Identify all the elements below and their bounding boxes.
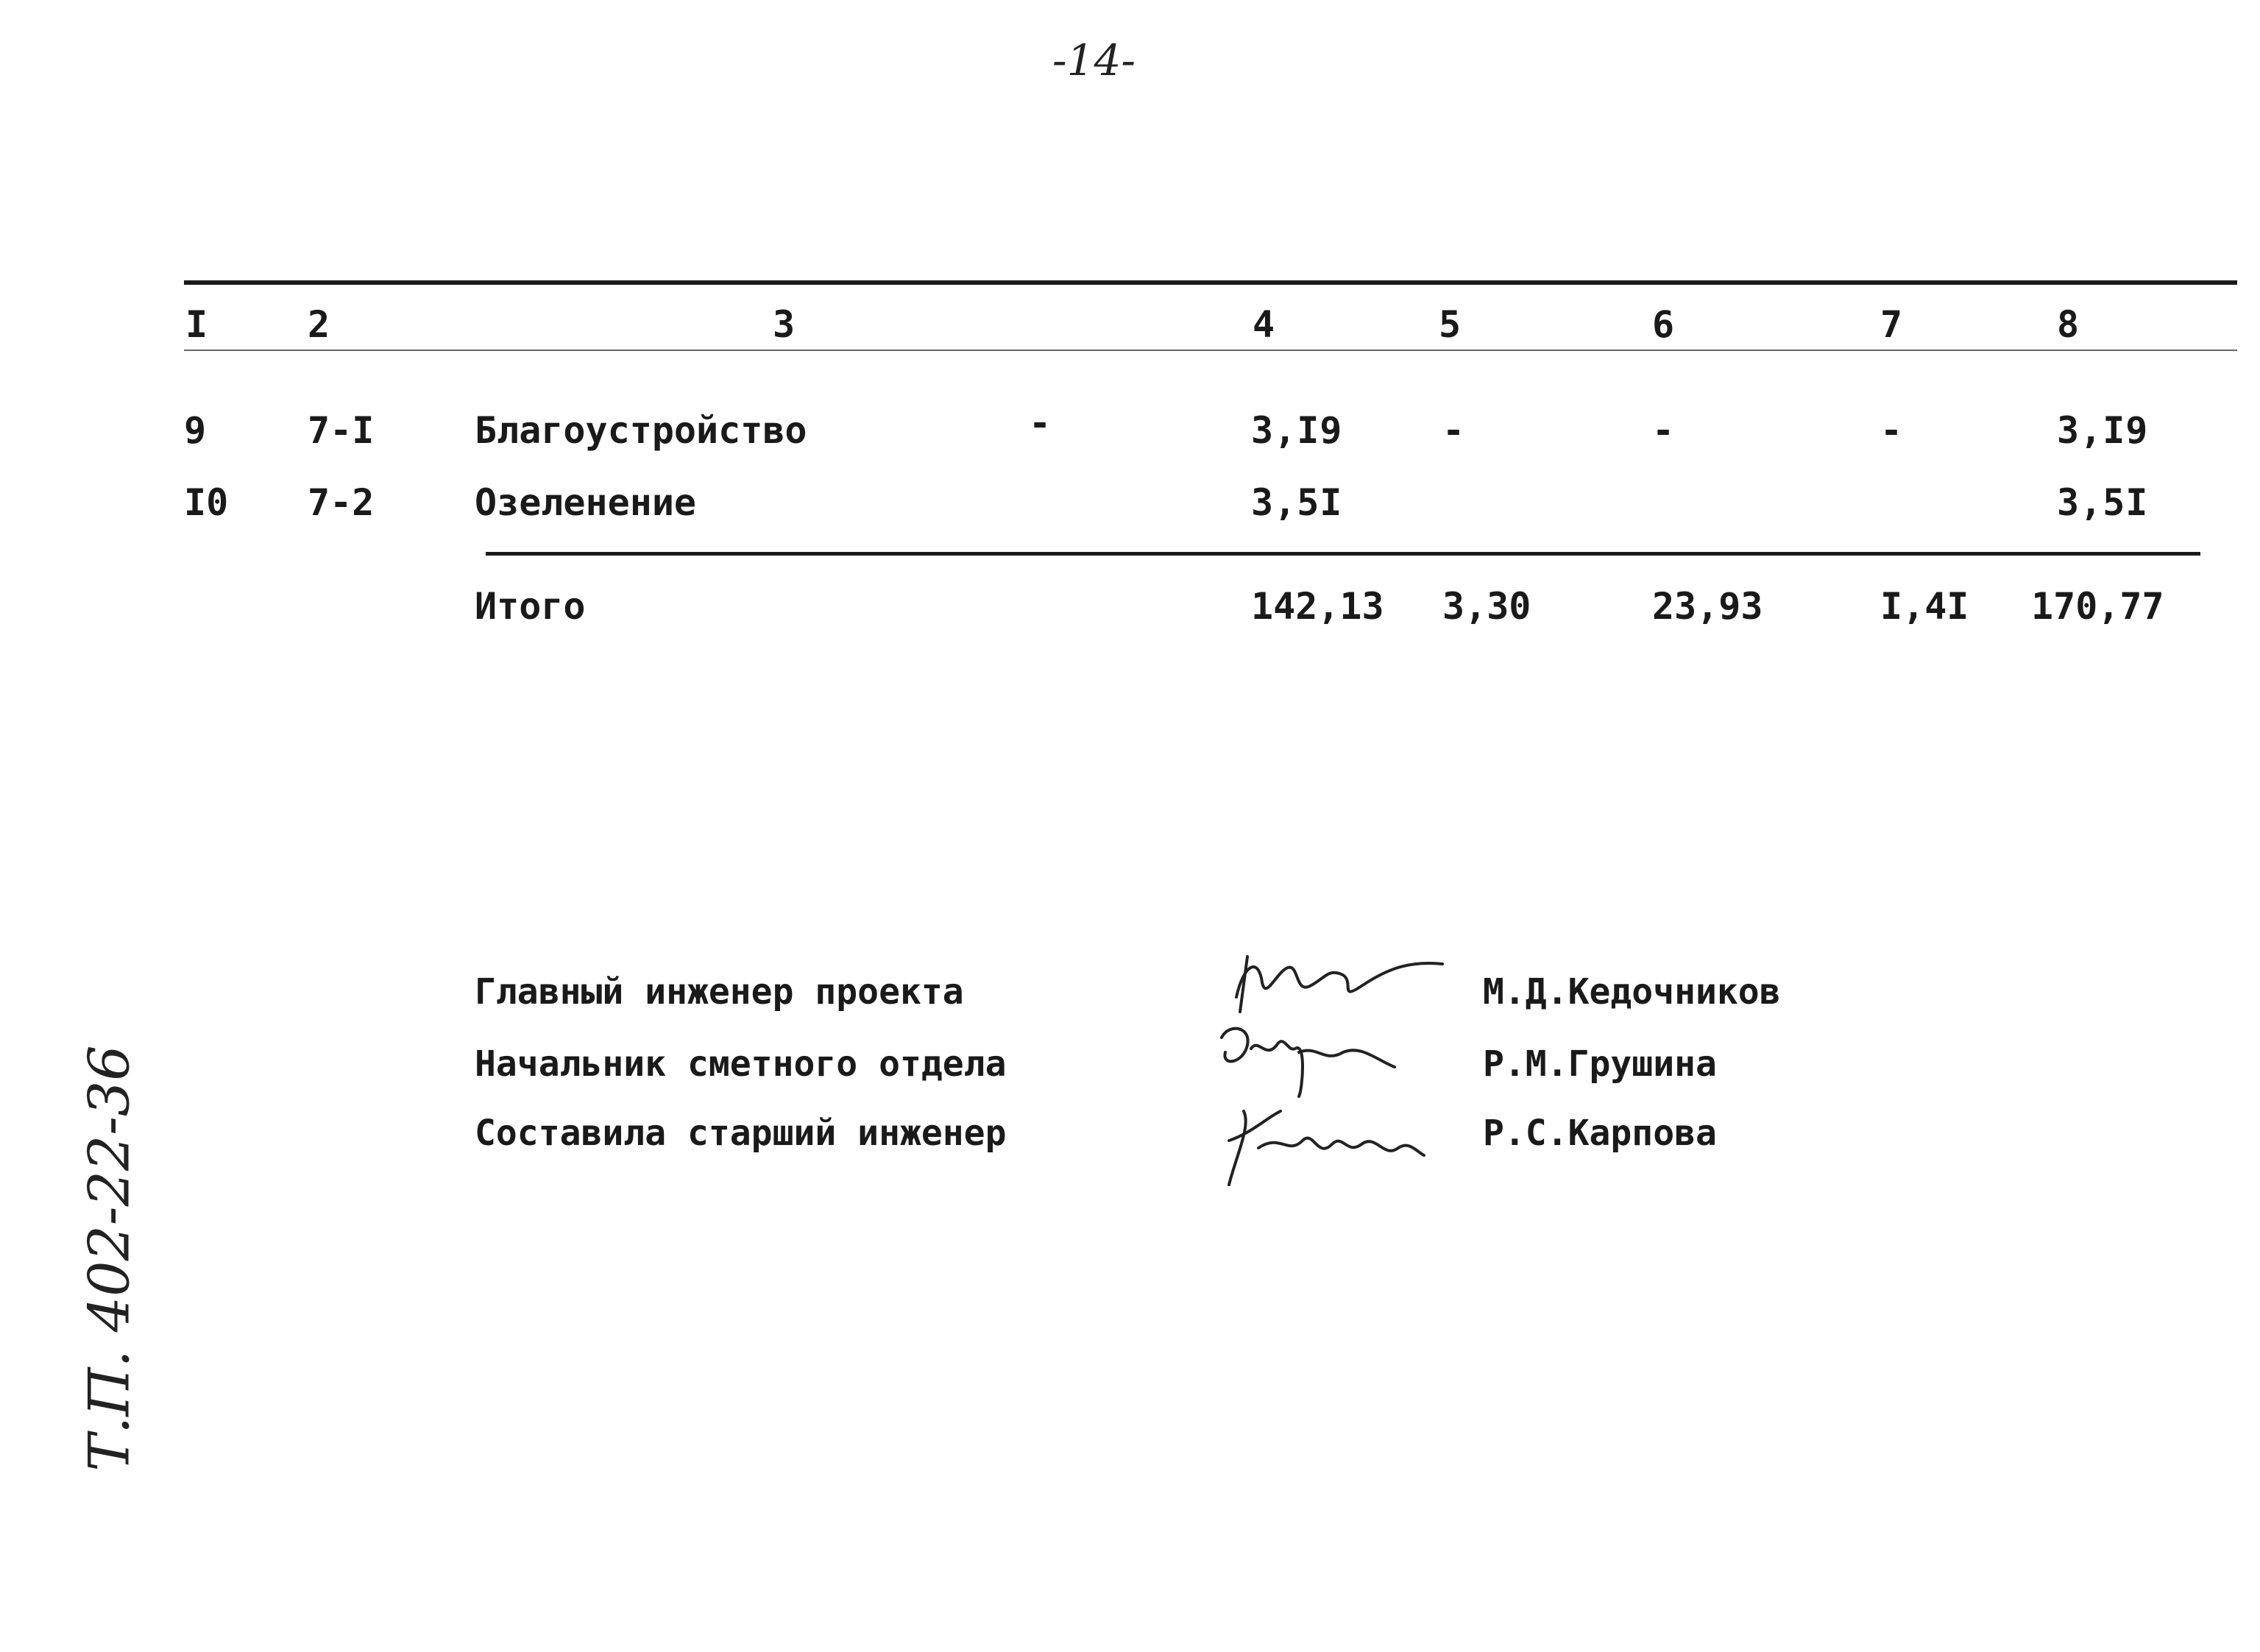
signature-position: Начальник сметного отдела bbox=[475, 1043, 1007, 1085]
row-col-7: - bbox=[1880, 409, 1903, 452]
signer-name: Р.М.Грушина bbox=[1483, 1043, 1717, 1085]
row-col-4: 3,5I bbox=[1251, 481, 1343, 524]
header-col-5: 5 bbox=[1439, 303, 1462, 346]
signer-name: Р.С.Карпова bbox=[1483, 1113, 1717, 1154]
header-col-1: I bbox=[185, 303, 208, 346]
row-col-4: 3,I9 bbox=[1251, 409, 1343, 452]
row-col-6: - bbox=[1652, 409, 1675, 452]
row-mark: - bbox=[1029, 402, 1052, 444]
header-col-2: 2 bbox=[308, 303, 330, 346]
row-name: Озеленение bbox=[475, 481, 697, 524]
total-rule bbox=[486, 552, 2200, 556]
row-name: Благоустройство bbox=[475, 409, 807, 452]
total-label: Итого bbox=[475, 585, 586, 628]
signer-name: М.Д.Кедочников bbox=[1483, 971, 1781, 1013]
total-col-8: 170,77 bbox=[2031, 585, 2164, 628]
header-col-4: 4 bbox=[1253, 303, 1275, 346]
header-col-8: 8 bbox=[2057, 303, 2080, 346]
row-col-5: - bbox=[1442, 409, 1465, 452]
row-col-8: 3,I9 bbox=[2057, 409, 2149, 452]
signature-position: Составила старший инженер bbox=[475, 1113, 1007, 1154]
table-header-rule bbox=[184, 350, 2237, 351]
row-col-8: 3,5I bbox=[2057, 481, 2149, 524]
page-number: -14- bbox=[1052, 35, 1136, 85]
header-col-3: 3 bbox=[773, 303, 796, 346]
signature-position: Главный инженер проекта bbox=[475, 971, 964, 1013]
row-code: 7-I bbox=[308, 409, 375, 452]
row-number: I0 bbox=[184, 481, 229, 524]
total-col-6: 23,93 bbox=[1652, 585, 1763, 628]
stamp-text: Т.П. 402-22-36 bbox=[76, 1045, 142, 1472]
header-col-6: 6 bbox=[1652, 303, 1675, 346]
total-col-4: 142,13 bbox=[1251, 585, 1384, 628]
header-col-7: 7 bbox=[1880, 303, 1903, 346]
document-stamp bbox=[57, 1030, 160, 1486]
table-top-rule bbox=[184, 280, 2237, 285]
row-number: 9 bbox=[184, 409, 207, 452]
total-col-7: I,4I bbox=[1880, 585, 1969, 628]
handwritten-signature bbox=[1214, 1089, 1428, 1199]
total-col-5: 3,30 bbox=[1442, 585, 1531, 628]
row-code: 7-2 bbox=[308, 481, 375, 524]
